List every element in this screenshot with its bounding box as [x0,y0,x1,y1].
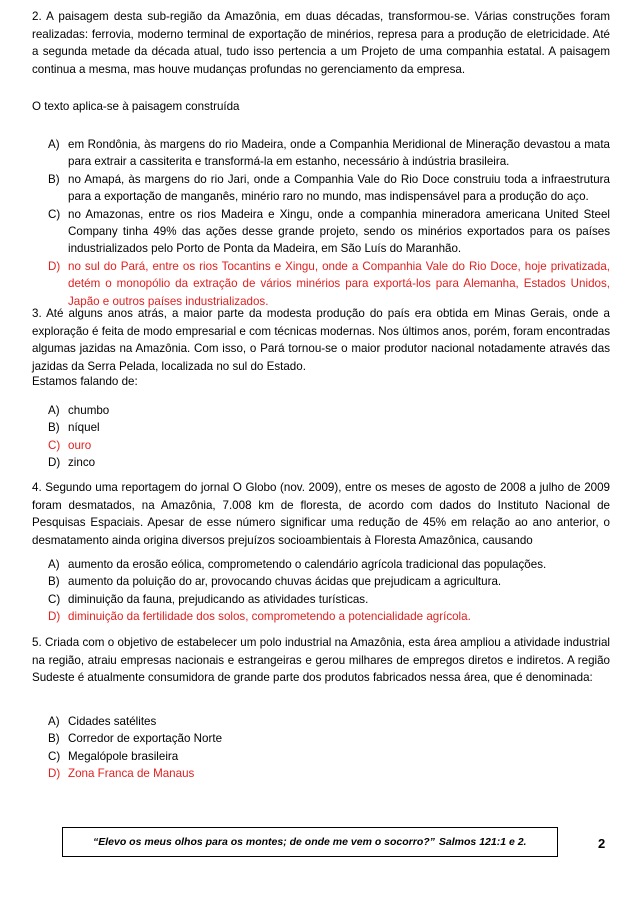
option-letter: C) [48,438,61,452]
option-item [48,748,610,765]
option-letter: B) [48,172,60,186]
option-letter: C) [48,749,61,763]
option-text: diminuição da fauna, prejudicando as atividades turísticas. [68,592,369,606]
option-item [48,730,610,747]
question-2-prompt: O texto aplica-se à paisagem construída [32,100,240,113]
option-item [48,402,610,419]
option-item [48,171,610,206]
option-text: chumbo [68,404,110,417]
option-letter: D) [48,610,61,624]
option-letter: B) [48,575,60,589]
question-2-text: 2. A paisagem desta sub-região da Amazônia, em duas décadas, transformou-se. Várias construções foram realizadas: ferrovia, moderno terminal de exportação de minérios, represa para a produção de eletricidade. Até a segunda metade da década atual, tudo isso pertencia a um Projeto de uma companhia estatal. A paisagem continua a mesma, mas houve mudanças profundas no gerenciamento da empresa. [32,10,610,76]
option-letter: B) [48,732,60,746]
option-text: no Amapá, às margens do rio Jari, onde a Companhia Vale do Rio Doce construiu toda a infraestrutura para a exportação de manganês, minério raro no mundo, mas indispensável para a produção do aço. [68,172,610,204]
option-text: ouro [68,438,92,452]
option-text: Cidades satélites [68,715,157,728]
option-text: em Rondônia, às margens do rio Madeira, onde a Companhia Meridional de Mineração devastou a mata para extrair a cassiterita e transformá-la em estanho, necessário à indústria brasileira. [68,138,610,169]
option-text: aumento da erosão eólica, comprometendo o calendário agrícola tradicional das populações. [68,558,547,571]
option-item [48,591,610,608]
question-2-options [48,136,610,310]
option-text: níquel [68,421,100,435]
option-text: Megalópole brasileira [68,749,179,763]
question-5-text: 5. Criada com o objetivo de estabelecer um polo industrial na Amazônia, esta área ampliou a atividade industrial na região, atraiu empresas nacionais e estrangeiras e gerou milhares de empregos diretos e indiretos. A região Sudeste é atualmente consumidora de grande parte dos produtos fabricados nessa área, que é denominada: [32,636,610,685]
option-letter: D) [48,259,61,273]
question-3-prompt: Estamos falando de: [32,375,138,388]
option-letter: B) [48,421,60,435]
option-letter: A) [48,138,60,151]
question-4-text: 4. Segundo uma reportagem do jornal O Globo (nov. 2009), entre os meses de agosto de 2008 a julho de 2009 foram desmatados, na Amazônia, 7.008 km de floresta, de acordo com dados do Instituto Nacional de Pesquisas Espaciais. Apesar de esse número significar uma redução de 45% em relação ao ano anterior, o desmatamento ainda origina diversos prejuízos socioambientais à Floresta Amazônica, causando [32,481,610,547]
option-item-correct [48,437,610,454]
footer-quote: “Elevo os meus olhos para os montes; de onde me vem o socorro?” [93,836,435,848]
option-item [48,556,610,573]
option-text: diminuição da fertilidade dos solos, comprometendo a potencialidade agrícola. [68,610,471,624]
option-text: Corredor de exportação Norte [68,732,223,746]
option-item [48,136,610,171]
option-text: Zona Franca de Manaus [68,767,195,781]
question-5-options [48,713,610,783]
option-letter: D) [48,767,61,781]
option-item [48,419,610,436]
option-letter: A) [48,558,60,571]
option-item-correct [48,608,610,625]
footer-quote-box [62,827,558,857]
footer-reference: Salmos 121:1 e 2. [438,836,527,848]
question-3-options [48,402,610,472]
option-letter: A) [48,404,60,417]
question-3-text: 3. Até alguns anos atrás, a maior parte da modesta produção do país era obtida em Minas Gerais, onde a exploração é feita de modo empresarial e com técnicas modernas. Nos últimos anos, porém, foram encontradas algumas jazidas na Amazônia. Com isso, o Pará tornou-se o maior produtor nacional notadamente através das jazidas da Serra Pelada, localizada no sul do Estado. [32,307,610,373]
option-item-correct [48,765,610,782]
option-letter: D) [48,456,61,470]
option-letter: C) [48,592,61,606]
option-text: aumento da poluição do ar, provocando chuvas ácidas que prejudicam a agricultura. [68,575,502,589]
option-letter: C) [48,207,61,221]
option-text: zinco [68,456,96,470]
option-item [48,573,610,590]
option-item [48,454,610,471]
option-item [48,206,610,258]
question-4-options [48,556,610,626]
option-item [48,713,610,730]
option-item-correct [48,258,610,310]
page-number: 2 [598,836,606,851]
option-text: no Amazonas, entre os rios Madeira e Xingu, onde a companhia mineradora americana United Steel Company tinha 49% das ações desse grande projeto, sendo os minérios exportados para os países industrializados pelo Porto de Ponta da Madeira, em São Luís do Maranhão. [68,207,610,256]
option-text: no sul do Pará, entre os rios Tocantins e Xingu, onde a Companhia Vale do Rio Doce, hoje privatizada, detém o monopólio da extração de vários minérios para exportá-los para Alemanha, Estados Unidos, Japão e outros países industrializados. [68,259,610,308]
option-letter: A) [48,715,60,728]
